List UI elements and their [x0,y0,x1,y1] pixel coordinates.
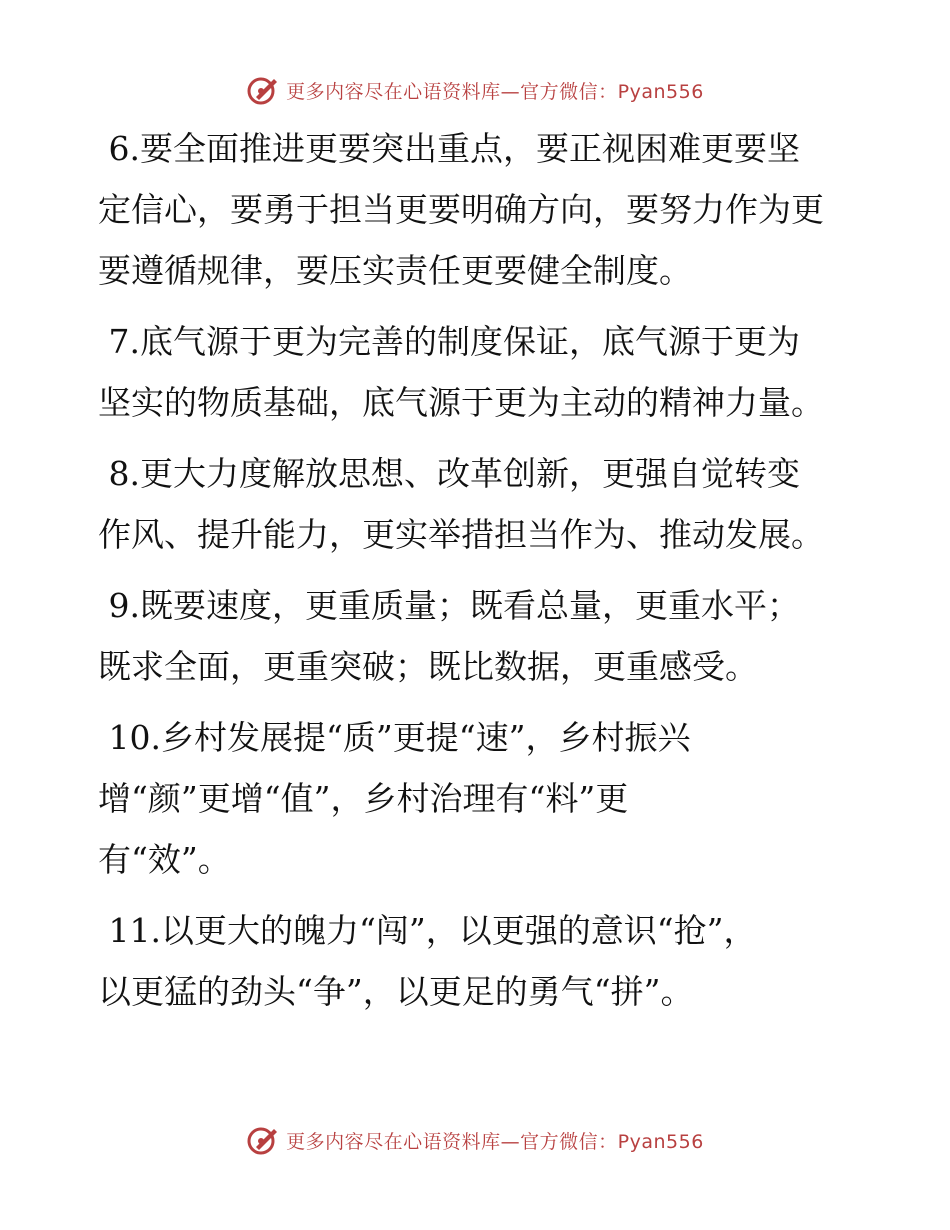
quill-logo-icon [246,1123,280,1157]
header-watermark [0,70,950,110]
paragraph-11: 11.以更大的魄力“闯”，以更强的意识“抢”， 以更猛的劲头“争”，以更足的勇气“拼”。 [98,911,757,1011]
paragraph-10: 10.乡村发展提“质”更提“速”，乡村振兴 增“颜”更增“值”，乡村治理有“料”更 有“效”。 [98,718,691,879]
footer-watermark-text: 更多内容尽在心语资料库—官方微信：Pyan556 [286,1130,704,1153]
header-watermark-inner [246,73,704,107]
paragraph-9: 9.既要速度，更重质量；既看总量，更重水平； 既求全面，更重突破；既比数据，更重感受。 [98,586,800,686]
paragraph-7: 7.底气源于更为完善的制度保证，底气源于更为 坚实的物质基础，底气源于更为主动的精神力量。 [98,322,824,422]
header-watermark-text: 更多内容尽在心语资料库—官方微信：Pyan556 [286,80,704,103]
footer-watermark-inner [246,1123,704,1157]
quill-logo-icon [246,73,280,107]
paragraph-6: 6.要全面推进更要突出重点，要正视困难更要坚 定信心，要勇于担当更要明确方向，要努力作为更 要遵循规律，要压实责任更要健全制度。 [98,129,824,290]
footer-watermark [0,1120,950,1160]
document-body [98,118,858,1032]
paragraph-8: 8.更大力度解放思想、改革创新，更强自觉转变 作风、提升能力，更实举措担当作为、推动发展。 [98,454,824,554]
